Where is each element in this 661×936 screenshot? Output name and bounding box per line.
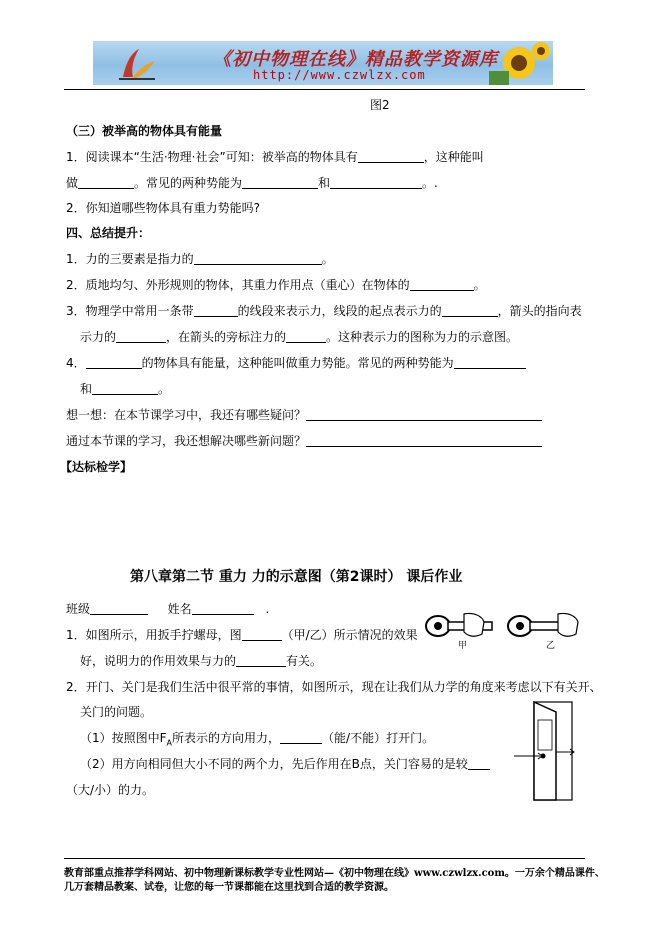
- hw-q2-part2: （2）用方向相同但大小不同的两个力，先后作用在B点，关门容易的是较: [80, 755, 490, 772]
- s4-l2-blank[interactable]: [410, 278, 474, 291]
- hw-q1-line2: 好，说明力的作用效果与力的 有关。: [80, 654, 323, 668]
- s4-line1: 1．力的三要素是指力的 。: [66, 252, 334, 266]
- figure-caption: 图2: [370, 98, 390, 112]
- homework-title: 第八章第二节 重力 力的示意图（第2课时） 课后作业: [130, 569, 463, 585]
- solve-answer-line[interactable]: [306, 434, 542, 447]
- footer-line1: 教育部重点推荐学科网站、初中物理新课标教学专业性网站—《初中物理在线》www.czwlzx.com。一万余个精品课件、: [64, 868, 605, 879]
- s4-line4: 4． 的物体具有能量，这种能叫做重力势能。常见的两种势能为: [66, 354, 526, 371]
- hw-q1-line1: 1．如图所示，用扳手拧螺母，图 （甲/乙）所示情况的效果: [66, 628, 418, 642]
- section-4-heading: 四、总结提升：: [66, 226, 151, 240]
- hw-q1-blank1[interactable]: [242, 628, 282, 641]
- banner-title: 《初中物理在线》精品教学资源库: [213, 49, 498, 70]
- footer-rule: [64, 858, 585, 859]
- hw-q1-blank2[interactable]: [236, 654, 286, 667]
- s4-line2: 2．质地均匀、外形规则的物体，其重力作用点（重心）在物体的 。: [66, 278, 486, 292]
- sunflower-icon: [479, 41, 549, 85]
- hw-q2-part2-cont: （大/小）的力。: [66, 783, 155, 797]
- solve-question: 通过本节课的学习，我还想解决哪些新问题？: [66, 432, 542, 449]
- s3-q1-blank2[interactable]: [78, 176, 134, 189]
- header-banner: [93, 41, 553, 85]
- s4-line4-cont: 和 。: [80, 382, 171, 396]
- site-logo-icon: [117, 47, 157, 81]
- door-figure: [512, 700, 576, 804]
- class-name-row: 班级 姓名 .: [66, 602, 270, 616]
- fig-label-jia: 甲: [458, 641, 468, 651]
- hw-q2-line2: 关门的问题。: [80, 705, 153, 719]
- s4-line3-cont: 示力的 ，在箭头的旁标注力的 。这种表示力的图称为力的示意图。: [80, 330, 519, 344]
- s4-l4-blank2[interactable]: [454, 356, 526, 369]
- s4-l3-blank2[interactable]: [442, 304, 498, 317]
- hw-q2-part1: （1）按照图中$F_A$所表示的方向用力， （能/不能）打开门。: [80, 731, 435, 748]
- s4-l4-blank1[interactable]: [86, 356, 142, 369]
- hw-q2-blank1[interactable]: [280, 731, 322, 744]
- s3-q2: 2．你知道哪些物体具有重力势能吗?: [66, 201, 261, 215]
- class-field[interactable]: [90, 602, 148, 615]
- s4-l3-blank4[interactable]: [286, 330, 326, 343]
- s4-line3: 3．物理学中常用一条带 的线段来表示力，线段的起点表示力的 ，箭头的指向表: [66, 304, 582, 318]
- s3-q1-blank1[interactable]: [358, 150, 424, 163]
- footer-line2: 几万套精品教案、试卷，让您的每一节课都能在这里找到合适的教学资源。: [64, 882, 394, 893]
- banner-url[interactable]: http://www.czwlzx.com: [253, 68, 426, 82]
- hw-q2-blank2[interactable]: [468, 757, 490, 770]
- fig-label-yi: 乙: [546, 641, 556, 651]
- s3-q1-blank4[interactable]: [330, 176, 422, 189]
- header-rule: [64, 89, 585, 90]
- wrench-yi-icon: [508, 613, 578, 636]
- name-field[interactable]: [192, 602, 254, 615]
- s3-q1-line2: 做 。常见的两种势能为 和 。.: [66, 176, 438, 190]
- wrench-figure: [424, 608, 586, 652]
- hw-q2-line1: 2．开门、关门是我们生活中很平常的事情，如图所示，现在让我们从力学的角度来考虑以下有关开、: [66, 680, 602, 694]
- check-heading: 【达标检学】: [60, 460, 133, 474]
- think-question: 想一想：在本节课学习中，我还有哪些疑问？: [66, 406, 542, 423]
- s4-l3-blank1[interactable]: [194, 304, 238, 317]
- think-answer-line[interactable]: [306, 408, 542, 421]
- s4-l4-blank3[interactable]: [92, 382, 158, 395]
- s3-q1-line1: 1．阅读课本“生活·物理·社会”可知：被举高的物体具有 ，这种能叫: [66, 150, 484, 164]
- s4-l1-blank[interactable]: [194, 252, 322, 265]
- s3-q1-blank3[interactable]: [242, 176, 318, 189]
- section-3-heading: （三）被举高的物体具有能量: [66, 124, 223, 138]
- wrench-jia-icon: [426, 613, 492, 636]
- s4-l3-blank3[interactable]: [116, 330, 166, 343]
